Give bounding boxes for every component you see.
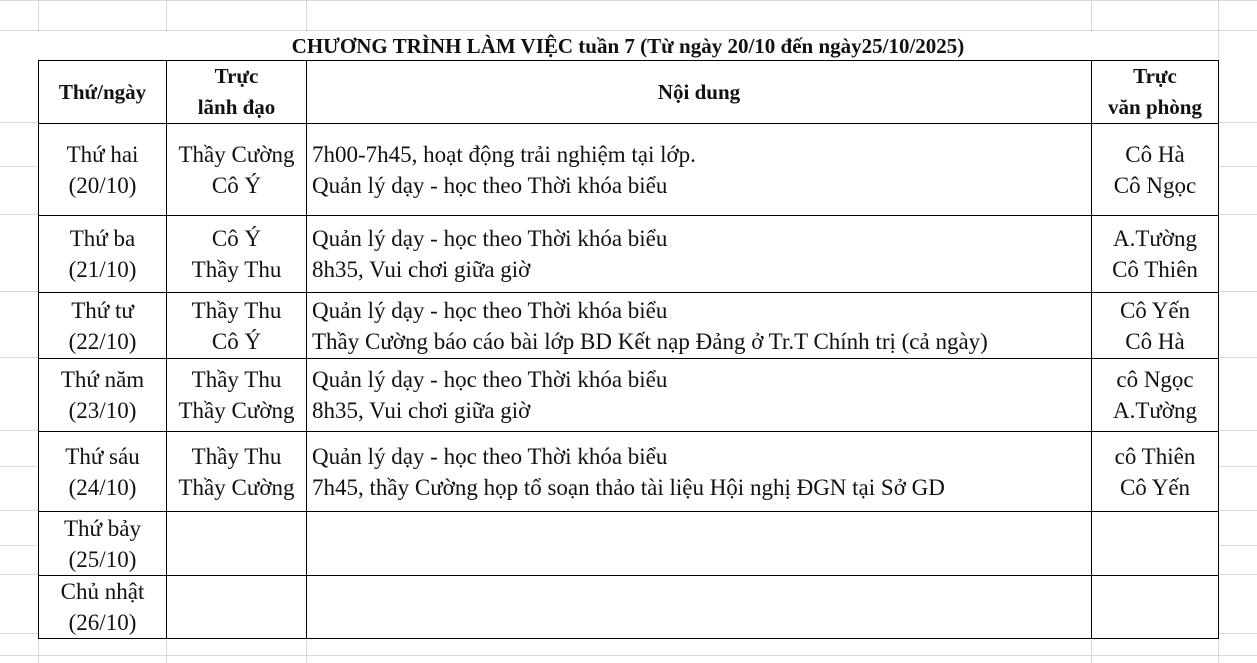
day-cell-line: (23/10)	[68, 398, 137, 423]
schedule-title: CHƯƠNG TRÌNH LÀM VIỆC tuần 7 (Từ ngày 20/10 đến ngày25/10/2025)	[38, 32, 1218, 60]
office-cell-line	[1092, 513, 1218, 544]
leader-cell-line: Thầy Thu	[191, 367, 282, 392]
day-cell-line: Thứ hai	[66, 141, 139, 167]
office-cell	[1092, 293, 1219, 359]
content-cell-line: 8h35, Vui chơi giữa giờ	[312, 398, 531, 423]
header-leader-line2: lãnh đạo	[197, 95, 276, 119]
gridline	[0, 30, 1257, 31]
leader-cell-line	[167, 513, 306, 544]
content-cell-line: Quản lý dạy - học theo Thời khóa biểu	[312, 443, 668, 469]
leader-cell-line: Cô Ý	[211, 226, 262, 251]
content-cell-line	[312, 513, 1091, 544]
day-cell	[39, 512, 167, 576]
table-row	[39, 293, 1219, 359]
day-cell-line: (21/10)	[68, 257, 137, 282]
content-cell	[307, 576, 1092, 639]
day-cell-line: Thứ sáu	[65, 443, 140, 469]
day-cell-line: (20/10)	[68, 172, 137, 198]
leader-cell	[167, 216, 307, 293]
day-cell	[39, 293, 167, 359]
day-cell-line: Thứ ba	[69, 226, 136, 251]
gridline	[0, 655, 1257, 656]
office-cell	[1092, 512, 1219, 576]
header-leader-line1: Trực	[214, 64, 259, 88]
leader-cell	[167, 359, 307, 432]
table-row	[39, 512, 1219, 576]
content-cell-line: Quản lý dạy - học theo Thời khóa biểu	[312, 367, 668, 392]
leader-cell-line	[167, 544, 306, 575]
leader-cell-line: Thầy Thu	[191, 257, 282, 282]
table-row	[39, 124, 1219, 216]
day-cell-line: (25/10)	[68, 546, 137, 572]
content-cell-line	[312, 576, 1091, 607]
day-cell-line: (26/10)	[68, 610, 137, 635]
header-day: Thứ/ngày	[39, 61, 167, 124]
day-cell	[39, 216, 167, 293]
day-cell-line: (24/10)	[68, 474, 137, 500]
leader-cell-line: Thầy Thu	[191, 297, 282, 323]
office-cell-line	[1092, 607, 1218, 638]
office-cell	[1092, 216, 1219, 293]
content-cell-line: 7h45, thầy Cường họp tổ soạn thảo tài liệu Hội nghị ĐGN tại Sở GD	[312, 474, 945, 500]
leader-cell	[167, 512, 307, 576]
day-cell-line: (22/10)	[68, 328, 137, 354]
leader-cell-line: Thầy Cường	[178, 398, 295, 423]
office-cell	[1092, 124, 1219, 216]
table-row	[39, 359, 1219, 432]
header-row	[39, 61, 1219, 124]
content-cell	[307, 216, 1092, 293]
day-cell-line: Thứ bảy	[64, 515, 141, 541]
content-cell-line: 7h00-7h45, hoạt động trải nghiệm tại lớp.	[312, 141, 696, 167]
office-cell-line	[1092, 576, 1218, 607]
content-cell-line	[312, 544, 1091, 575]
leader-cell-line	[167, 607, 306, 638]
content-cell-line: Quản lý dạy - học theo Thời khóa biểu	[312, 226, 668, 251]
day-cell	[39, 576, 167, 639]
content-cell	[307, 359, 1092, 432]
office-cell-line: cô Thiên	[1114, 443, 1196, 469]
content-cell-line: 8h35, Vui chơi giữa giờ	[312, 257, 531, 282]
leader-cell-line: Cô Ý	[211, 328, 262, 354]
table-row	[39, 432, 1219, 512]
day-cell-line: Thứ tư	[71, 297, 134, 323]
office-cell-line: Cô Hà	[1125, 141, 1185, 167]
content-cell	[307, 293, 1092, 359]
header-office	[1092, 61, 1219, 124]
content-cell-line	[312, 607, 1091, 638]
leader-cell-line: Cô Ý	[211, 172, 262, 198]
office-cell	[1092, 359, 1219, 432]
gridline	[0, 0, 1257, 1]
leader-cell	[167, 293, 307, 359]
office-cell-line: Cô Yến	[1119, 474, 1191, 500]
day-cell	[39, 432, 167, 512]
table-row	[39, 216, 1219, 293]
day-cell	[39, 124, 167, 216]
leader-cell	[167, 576, 307, 639]
leader-cell	[167, 124, 307, 216]
day-cell-line: Thứ năm	[60, 367, 145, 392]
office-cell	[1092, 576, 1219, 639]
leader-cell	[167, 432, 307, 512]
leader-cell-line: Thầy Cường	[178, 474, 295, 500]
leader-cell-line: Thầy Cường	[178, 141, 295, 167]
header-office-line1: Trực	[1133, 64, 1177, 88]
office-cell-line: Cô Hà	[1125, 328, 1185, 354]
office-cell-line: Cô Thiên	[1112, 257, 1198, 282]
office-cell-line: Cô Yến	[1119, 297, 1191, 323]
leader-cell-line: Thầy Thu	[191, 443, 282, 469]
header-office-line2: văn phòng	[1108, 95, 1202, 119]
office-cell-line: A.Tường	[1112, 226, 1198, 251]
schedule-table	[38, 60, 1219, 639]
content-cell	[307, 432, 1092, 512]
day-cell-line: Chủ nhật	[60, 579, 145, 604]
content-cell	[307, 124, 1092, 216]
header-leader	[167, 61, 307, 124]
leader-cell-line	[167, 576, 306, 607]
table-row	[39, 576, 1219, 639]
header-content: Nội dung	[307, 61, 1092, 124]
office-cell-line: Cô Ngọc	[1113, 172, 1197, 198]
office-cell-line: cô Ngọc	[1116, 367, 1194, 392]
office-cell-line	[1092, 544, 1218, 575]
content-cell-line: Thầy Cường báo cáo bài lớp BD Kết nạp Đảng ở Tr.T Chính trị (cả ngày)	[312, 328, 988, 354]
office-cell-line: A.Tường	[1112, 398, 1198, 423]
content-cell	[307, 512, 1092, 576]
day-cell	[39, 359, 167, 432]
office-cell	[1092, 432, 1219, 512]
content-cell-line: Quản lý dạy - học theo Thời khóa biểu	[312, 297, 668, 323]
content-cell-line: Quản lý dạy - học theo Thời khóa biểu	[312, 172, 668, 198]
